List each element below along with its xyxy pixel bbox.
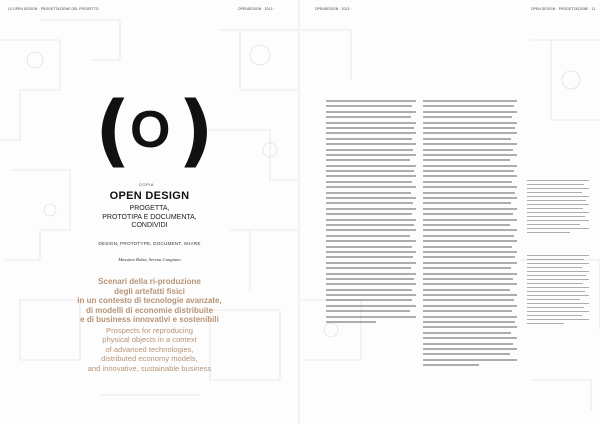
abstract-english [0,326,299,373]
running-header: 10 OPEN DESIGN · PROGETTAZIONE DEL PROGETTO [8,7,99,11]
abstract-line: in un contesto di tecnologie avanzate, [77,296,222,306]
logo-letter: O [130,101,171,159]
abstract-line: degli artefatti fisici [114,286,185,296]
subtitle-line: PROGETTA, [129,205,170,212]
side-notes-1 [527,180,589,236]
abstract-line: di modelli di economie distribuite [85,305,214,315]
side-notes-2 [527,255,589,327]
article-subtitle [0,205,299,231]
subtitle-line: PROTOTIPA E DOCUMENTA, [102,213,197,221]
running-header-date: OPENDESIGN · 2013 · [238,7,275,11]
copia-label: COPIA [139,182,154,187]
right-page [301,0,600,424]
body-column-2 [423,100,517,370]
logo-bracket-left: ( [95,86,131,176]
abstract-line: of advanced technologies, [105,344,194,354]
abstract-line: Scenari della ri-produzione [98,277,201,286]
english-subtitle: DESIGN, PROTOTYPE, DOCUMENT, SHARE [98,241,201,246]
running-header: OPEN DESIGN · PROGETTAZIONE · 11 [531,7,596,11]
body-column-1 [326,100,416,326]
running-header-date: OPENDESIGN · 2013 · [315,7,352,11]
abstract-line: distributed economy models, [101,354,198,364]
left-page [0,0,299,424]
authors: Massimo Bolza, Serena Cangiano [118,257,181,262]
abstract-line: physical objects in a context [102,335,197,345]
article-title: OPEN DESIGN [109,190,190,202]
abstract-line: and innovative, sustainable business [87,363,212,373]
abstract-line: Prospects for reproducing [106,326,193,335]
abstract-italian [0,277,299,325]
logo-bracket-right: ) [178,86,214,176]
abstract-line: e di business innovativi e sostenibili [80,315,219,325]
subtitle-line: CONDIVIDI [131,222,168,229]
